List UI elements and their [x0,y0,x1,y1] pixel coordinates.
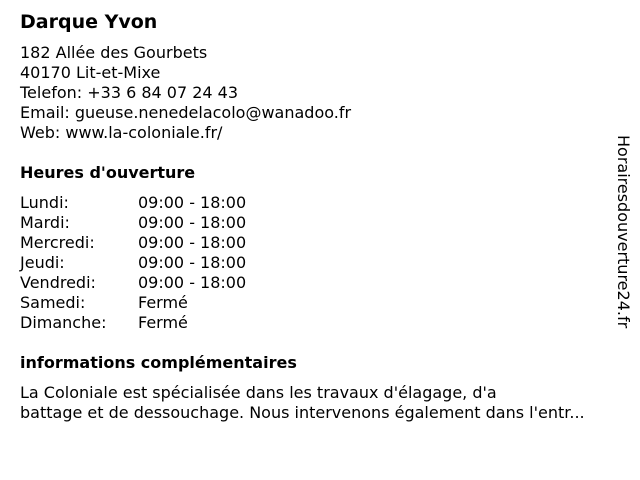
hours-time: 09:00 - 18:00 [138,273,247,292]
hours-time: 09:00 - 18:00 [138,213,247,232]
phone-line: Telefon: +33 6 84 07 24 43 [20,83,239,102]
hours-time: Fermé [138,293,188,312]
hours-day: Mardi: [20,213,70,232]
opening-hours-heading: Heures d'ouverture [20,163,196,182]
hours-time: 09:00 - 18:00 [138,233,247,252]
web-line: Web: www.la-coloniale.fr/ [20,123,223,142]
address-line-1: 182 Allée des Gourbets [20,43,208,62]
hours-row-tuesday [20,213,610,233]
hours-day: Samedi: [20,293,86,312]
description-line-1: La Coloniale est spécialisée dans les travaux d'élagage, d'a [20,383,497,402]
email-line: Email: gueuse.nenedelacolo@wanadoo.fr [20,103,352,122]
business-name: Darque Yvon [20,11,158,33]
business-card [20,10,610,423]
hours-row-saturday [20,293,610,313]
description-line-2: battage et de dessouchage. Nous intervenons également dans l'entr... [20,403,585,422]
opening-hours-list [20,193,610,333]
hours-day: Lundi: [20,193,69,212]
hours-row-thursday [20,253,610,273]
hours-day: Dimanche: [20,313,107,332]
hours-row-wednesday [20,233,610,253]
hours-time: 09:00 - 18:00 [138,253,247,272]
hours-day: Vendredi: [20,273,96,292]
hours-day: Jeudi: [20,253,65,272]
address-line-2: 40170 Lit-et-Mixe [20,63,161,82]
hours-row-monday [20,193,610,213]
hours-time: Fermé [138,313,188,332]
hours-row-friday [20,273,610,293]
additional-info-heading: informations complémentaires [20,353,297,372]
hours-day: Mercredi: [20,233,95,252]
site-watermark: Horairesdouverture24.fr [614,135,633,329]
hours-time: 09:00 - 18:00 [138,193,247,212]
hours-row-sunday [20,313,610,333]
